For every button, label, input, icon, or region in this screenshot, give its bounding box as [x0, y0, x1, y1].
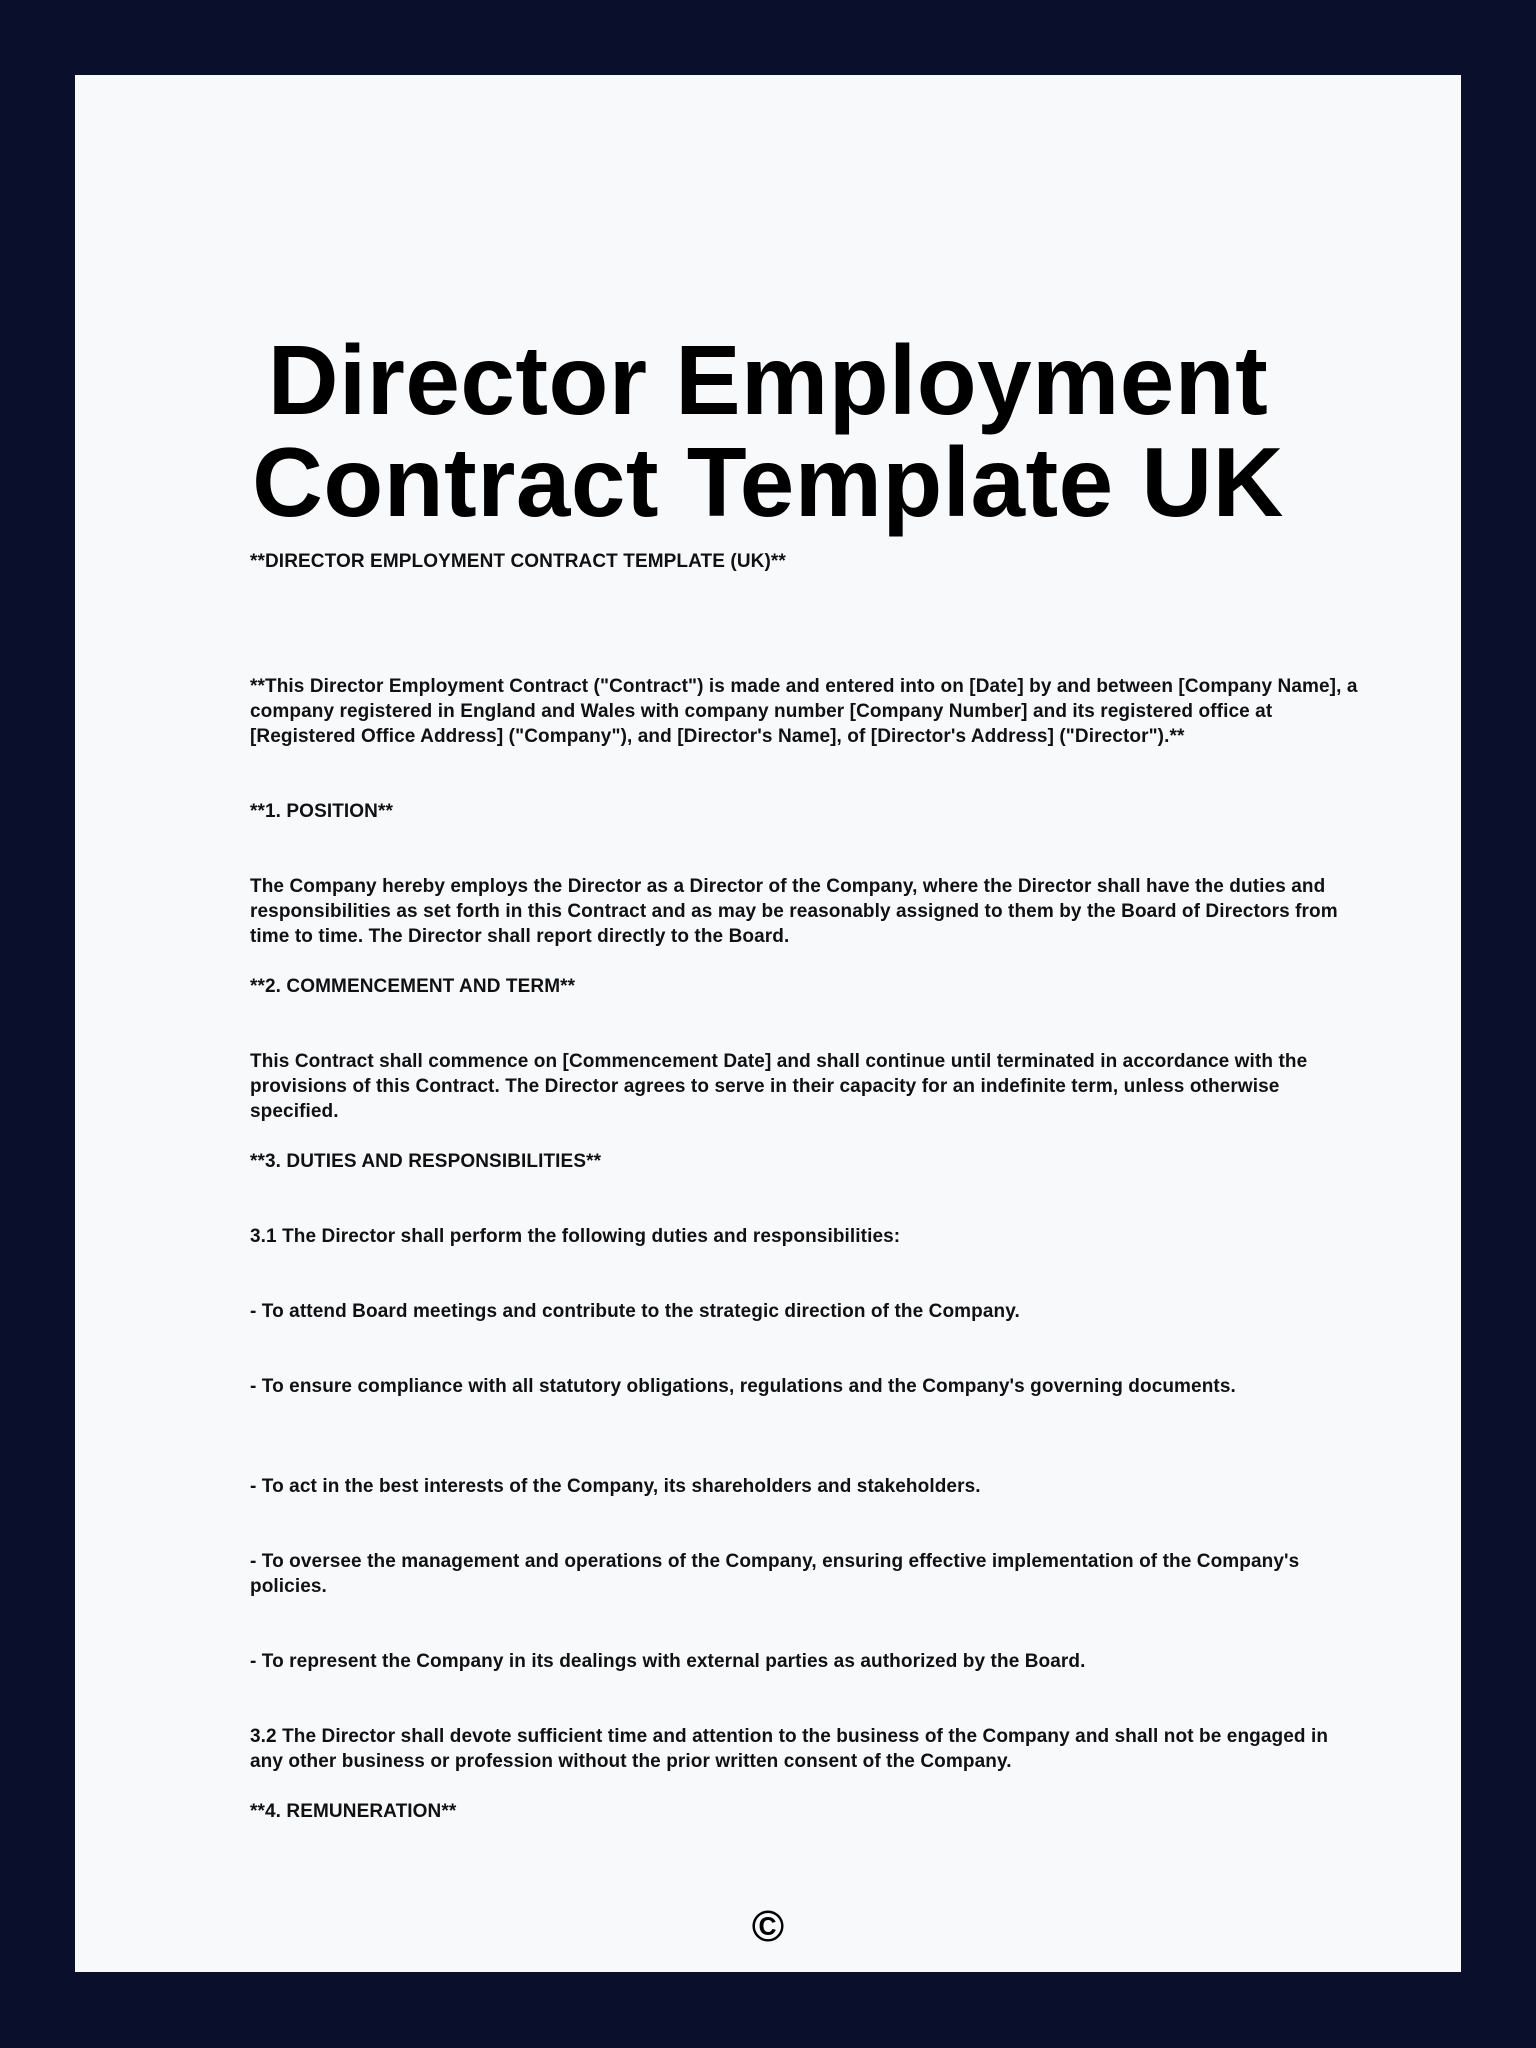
clause-3-1: 3.1 The Director shall perform the following duties and responsibilities:: [250, 1226, 901, 1247]
copyright-icon: ©: [751, 1902, 785, 1951]
clause-3-2: 3.2 The Director shall devote sufficient time and attention to the business of the Company and shall not be engaged in any other business or profession without the prior written consent of the Company.: [250, 1726, 1329, 1772]
section-3-heading: **3. DUTIES AND RESPONSIBILITIES**: [250, 1151, 602, 1172]
duty-item: - To attend Board meetings and contribute to the strategic direction of the Company.: [250, 1301, 1020, 1322]
section-1-text: The Company hereby employs the Director as a Director of the Company, where the Director shall have the duties and responsibilities as set forth in this Contract and as may be reasonably assigned to them by the Board of Directors from time to time. The Director shall report directly to the Board.: [250, 876, 1338, 947]
section-2-text: This Contract shall commence on [Commencement Date] and shall continue until terminated in accordance with the provisions of this Contract. The Director agrees to serve in their capacity for an indefinite term, unless otherwise specified.: [250, 1051, 1308, 1122]
duty-item: - To act in the best interests of the Company, its shareholders and stakeholders.: [250, 1476, 981, 1497]
contract-heading: **DIRECTOR EMPLOYMENT CONTRACT TEMPLATE (UK)**: [250, 551, 786, 572]
duty-item: - To oversee the management and operations of the Company, ensuring effective implementation of the Company's policies.: [250, 1551, 1300, 1597]
document-page: [75, 75, 1461, 1972]
intro-paragraph: **This Director Employment Contract ("Contract") is made and entered into on [Date] by and between [Company Name], a company registered in England and Wales with company number [Company Number] and its registered office at [Registered Office Address] ("Company"), and [Director's Name], of [Director's Address] ("Director").**: [250, 676, 1358, 747]
section-4-heading: **4. REMUNERATION**: [250, 1801, 457, 1822]
duty-item: - To ensure compliance with all statutory obligations, regulations and the Company's governing documents.: [250, 1376, 1236, 1397]
section-2-heading: **2. COMMENCEMENT AND TERM**: [250, 976, 576, 997]
section-1-heading: **1. POSITION**: [250, 801, 393, 822]
duty-item: - To represent the Company in its dealings with external parties as authorized by the Board.: [250, 1651, 1086, 1672]
document-title: Director Employment Contract Template UK: [252, 325, 1284, 537]
